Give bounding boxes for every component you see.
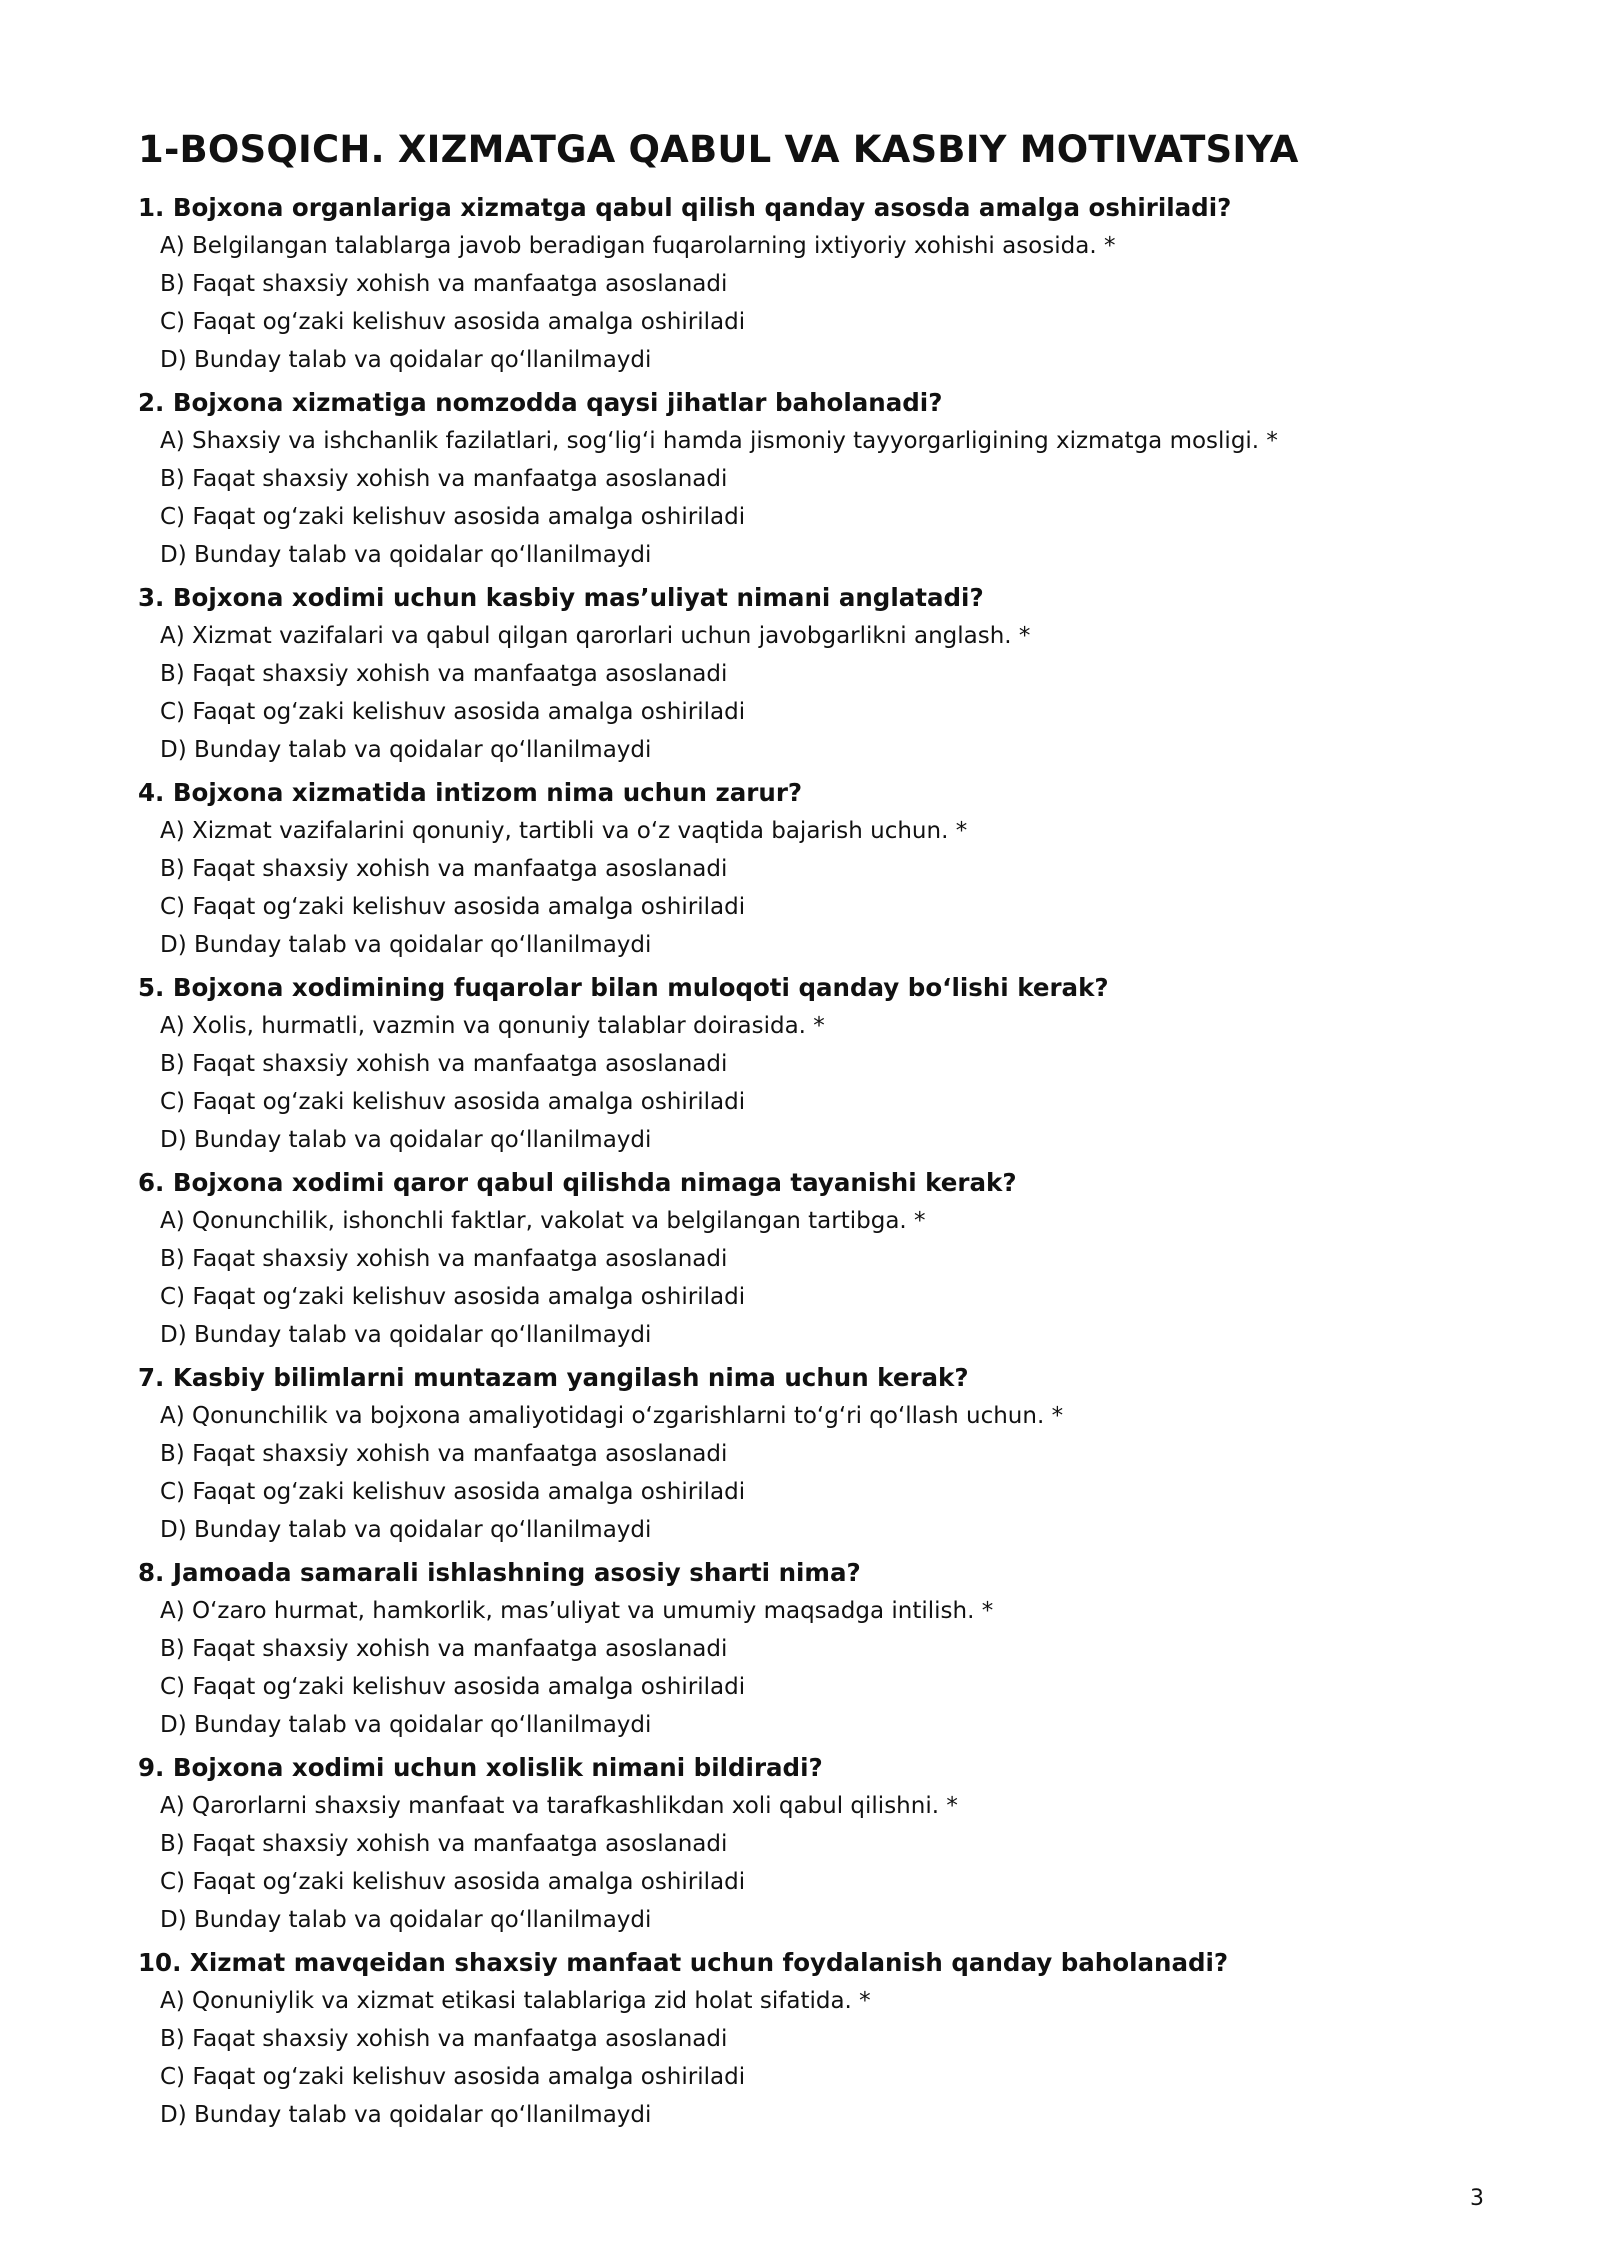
- option-a: A) Shaxsiy va ishchanlik fazilatlari, sog‘lig‘i hamda jismoniy tayyorgarligining xizmatga mosligi. *: [160, 428, 1278, 454]
- option-d: D) Bunday talab va qoidalar qo‘llanilmaydi: [160, 1127, 652, 1153]
- option-b: B) Faqat shaxsiy xohish va manfaatga asoslanadi: [160, 466, 728, 492]
- option-c: C) Faqat og‘zaki kelishuv asosida amalga oshiriladi: [160, 894, 746, 920]
- question-1: [138, 189, 1468, 379]
- question-3: [138, 579, 1468, 769]
- page-title: 1-BOSQICH. XIZMATGA QABUL VA KASBIY MOTIVATSIYA: [138, 128, 1299, 171]
- option-d: D) Bunday talab va qoidalar qo‘llanilmaydi: [160, 347, 652, 373]
- option-c: C) Faqat og‘zaki kelishuv asosida amalga oshiriladi: [160, 2064, 746, 2090]
- option-a: A) Belgilangan talablarga javob beradigan fuqarolarning ixtiyoriy xohishi asosida. *: [160, 233, 1116, 259]
- option-c: C) Faqat og‘zaki kelishuv asosida amalga oshiriladi: [160, 1674, 746, 1700]
- page-number: 3: [1470, 2186, 1484, 2211]
- option-b: B) Faqat shaxsiy xohish va manfaatga asoslanadi: [160, 271, 728, 297]
- question-text: 6. Bojxona xodimi qaror qabul qilishda nimaga tayanishi kerak?: [138, 1168, 1017, 1197]
- option-a: A) Xizmat vazifalarini qonuniy, tartibli va o‘z vaqtida bajarish uchun. *: [160, 818, 968, 844]
- option-b: B) Faqat shaxsiy xohish va manfaatga asoslanadi: [160, 856, 728, 882]
- option-b: B) Faqat shaxsiy xohish va manfaatga asoslanadi: [160, 661, 728, 687]
- option-b: B) Faqat shaxsiy xohish va manfaatga asoslanadi: [160, 1831, 728, 1857]
- option-c: C) Faqat og‘zaki kelishuv asosida amalga oshiriladi: [160, 1284, 746, 1310]
- option-a: A) Qonuniylik va xizmat etikasi talablariga zid holat sifatida. *: [160, 1988, 871, 2014]
- option-d: D) Bunday talab va qoidalar qo‘llanilmaydi: [160, 737, 652, 763]
- option-b: B) Faqat shaxsiy xohish va manfaatga asoslanadi: [160, 1051, 728, 1077]
- question-text: 7. Kasbiy bilimlarni muntazam yangilash nima uchun kerak?: [138, 1363, 969, 1392]
- option-c: C) Faqat og‘zaki kelishuv asosida amalga oshiriladi: [160, 309, 746, 335]
- option-b: B) Faqat shaxsiy xohish va manfaatga asoslanadi: [160, 1441, 728, 1467]
- option-c: C) Faqat og‘zaki kelishuv asosida amalga oshiriladi: [160, 699, 746, 725]
- option-d: D) Bunday talab va qoidalar qo‘llanilmaydi: [160, 932, 652, 958]
- question-9: [138, 1749, 1468, 1939]
- question-text: 9. Bojxona xodimi uchun xolislik nimani bildiradi?: [138, 1753, 823, 1782]
- option-b: B) Faqat shaxsiy xohish va manfaatga asoslanadi: [160, 2026, 728, 2052]
- option-c: C) Faqat og‘zaki kelishuv asosida amalga oshiriladi: [160, 1089, 746, 1115]
- option-d: D) Bunday talab va qoidalar qo‘llanilmaydi: [160, 542, 652, 568]
- question-text: 8. Jamoada samarali ishlashning asosiy sharti nima?: [138, 1558, 861, 1587]
- option-a: A) O‘zaro hurmat, hamkorlik, mas’uliyat va umumiy maqsadga intilish. *: [160, 1598, 994, 1624]
- question-7: [138, 1359, 1468, 1549]
- option-a: A) Qonunchilik va bojxona amaliyotidagi o‘zgarishlarni to‘g‘ri qo‘llash uchun. *: [160, 1403, 1064, 1429]
- question-6: [138, 1164, 1468, 1354]
- option-a: A) Xizmat vazifalari va qabul qilgan qarorlari uchun javobgarlikni anglash. *: [160, 623, 1031, 649]
- question-8: [138, 1554, 1468, 1744]
- option-a: A) Qonunchilik, ishonchli faktlar, vakolat va belgilangan tartibga. *: [160, 1208, 926, 1234]
- question-text: 3. Bojxona xodimi uchun kasbiy mas’uliyat nimani anglatadi?: [138, 583, 984, 612]
- question-text: 1. Bojxona organlariga xizmatga qabul qilish qanday asosda amalga oshiriladi?: [138, 193, 1232, 222]
- option-b: B) Faqat shaxsiy xohish va manfaatga asoslanadi: [160, 1636, 728, 1662]
- option-d: D) Bunday talab va qoidalar qo‘llanilmaydi: [160, 1712, 652, 1738]
- question-text: 4. Bojxona xizmatida intizom nima uchun zarur?: [138, 778, 803, 807]
- option-d: D) Bunday talab va qoidalar qo‘llanilmaydi: [160, 1322, 652, 1348]
- option-c: C) Faqat og‘zaki kelishuv asosida amalga oshiriladi: [160, 1869, 746, 1895]
- question-text: 5. Bojxona xodimining fuqarolar bilan muloqoti qanday bo‘lishi kerak?: [138, 973, 1109, 1002]
- option-c: C) Faqat og‘zaki kelishuv asosida amalga oshiriladi: [160, 1479, 746, 1505]
- page-content: [138, 128, 1468, 2139]
- option-d: D) Bunday talab va qoidalar qo‘llanilmaydi: [160, 2102, 652, 2128]
- option-d: D) Bunday talab va qoidalar qo‘llanilmaydi: [160, 1907, 652, 1933]
- option-a: A) Xolis, hurmatli, vazmin va qonuniy talablar doirasida. *: [160, 1013, 825, 1039]
- question-text: 10. Xizmat mavqeidan shaxsiy manfaat uchun foydalanish qanday baholanadi?: [138, 1948, 1229, 1977]
- option-c: C) Faqat og‘zaki kelishuv asosida amalga oshiriladi: [160, 504, 746, 530]
- question-10: [138, 1944, 1468, 2134]
- option-b: B) Faqat shaxsiy xohish va manfaatga asoslanadi: [160, 1246, 728, 1272]
- question-text: 2. Bojxona xizmatiga nomzodda qaysi jihatlar baholanadi?: [138, 388, 943, 417]
- option-a: A) Qarorlarni shaxsiy manfaat va tarafkashlikdan xoli qabul qilishni. *: [160, 1793, 958, 1819]
- question-2: [138, 384, 1468, 574]
- option-d: D) Bunday talab va qoidalar qo‘llanilmaydi: [160, 1517, 652, 1543]
- question-4: [138, 774, 1468, 964]
- question-5: [138, 969, 1468, 1159]
